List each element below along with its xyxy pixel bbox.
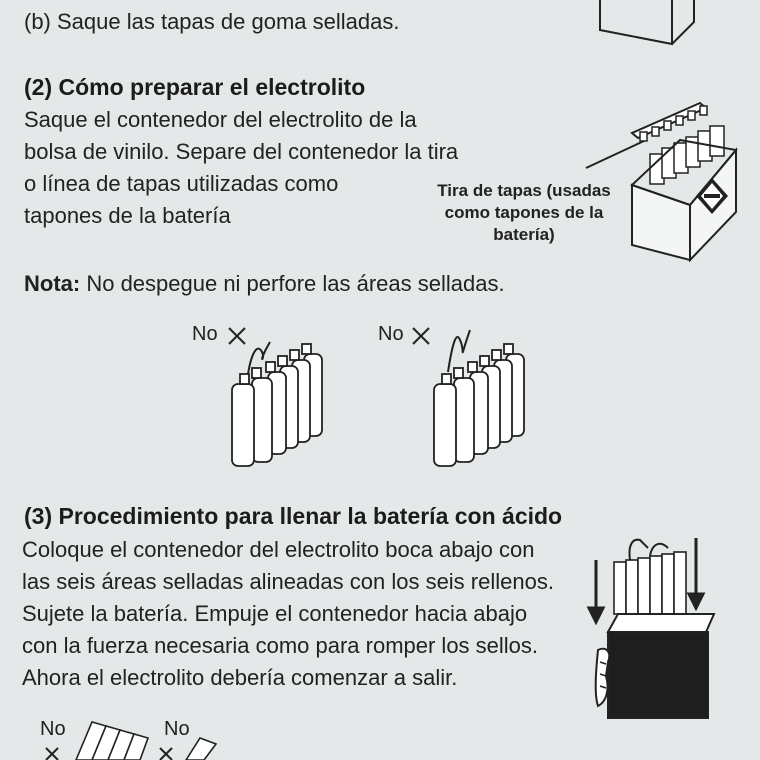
step-b-text: (b) Saque las tapas de goma selladas. (24, 9, 400, 34)
no-label-3: No (40, 718, 66, 740)
caption-line: batería) (493, 225, 555, 244)
section-2-heading: (2) Cómo preparar el electrolito (24, 74, 366, 100)
section-2-line: bolsa de vinilo. Separe del contenedor la tira (24, 139, 459, 164)
section-3-line: Ahora el electrolito debería comenzar a salir. (22, 665, 458, 690)
note-body: No despegue ni perfore las áreas selladas. (80, 271, 505, 296)
section-3-heading: (3) Procedimiento para llenar la batería con ácido (24, 503, 563, 529)
no-label-4: No (164, 718, 190, 740)
battery-icon (186, 738, 216, 760)
cross-icon (46, 748, 58, 760)
cross-icon (160, 748, 172, 760)
section-3-line: Coloque el contenedor del electrolito boca abajo con (22, 537, 535, 562)
note-label: Nota: (24, 271, 81, 296)
no-label-1: No (192, 323, 218, 345)
section-2-line: tapones de la batería (24, 203, 231, 228)
electrolyte-container-icon (76, 722, 148, 760)
section-2-line: Saque el contenedor del electrolito de la (24, 107, 417, 132)
section-3-line: con la fuerza necesaria como para romper los sellos. (22, 633, 539, 658)
section-2-line: o línea de tapas utilizadas como (24, 171, 339, 196)
no-label-2: No (378, 323, 404, 345)
section-3-line: Sujete la batería. Empuje el contenedor hacia abajo (22, 601, 528, 626)
section-3-line: las seis áreas selladas alineadas con los seis rellenos. (22, 569, 554, 594)
caption-line: Tira de tapas (usadas (437, 181, 611, 200)
caption-line: como tapones de la (444, 203, 604, 222)
